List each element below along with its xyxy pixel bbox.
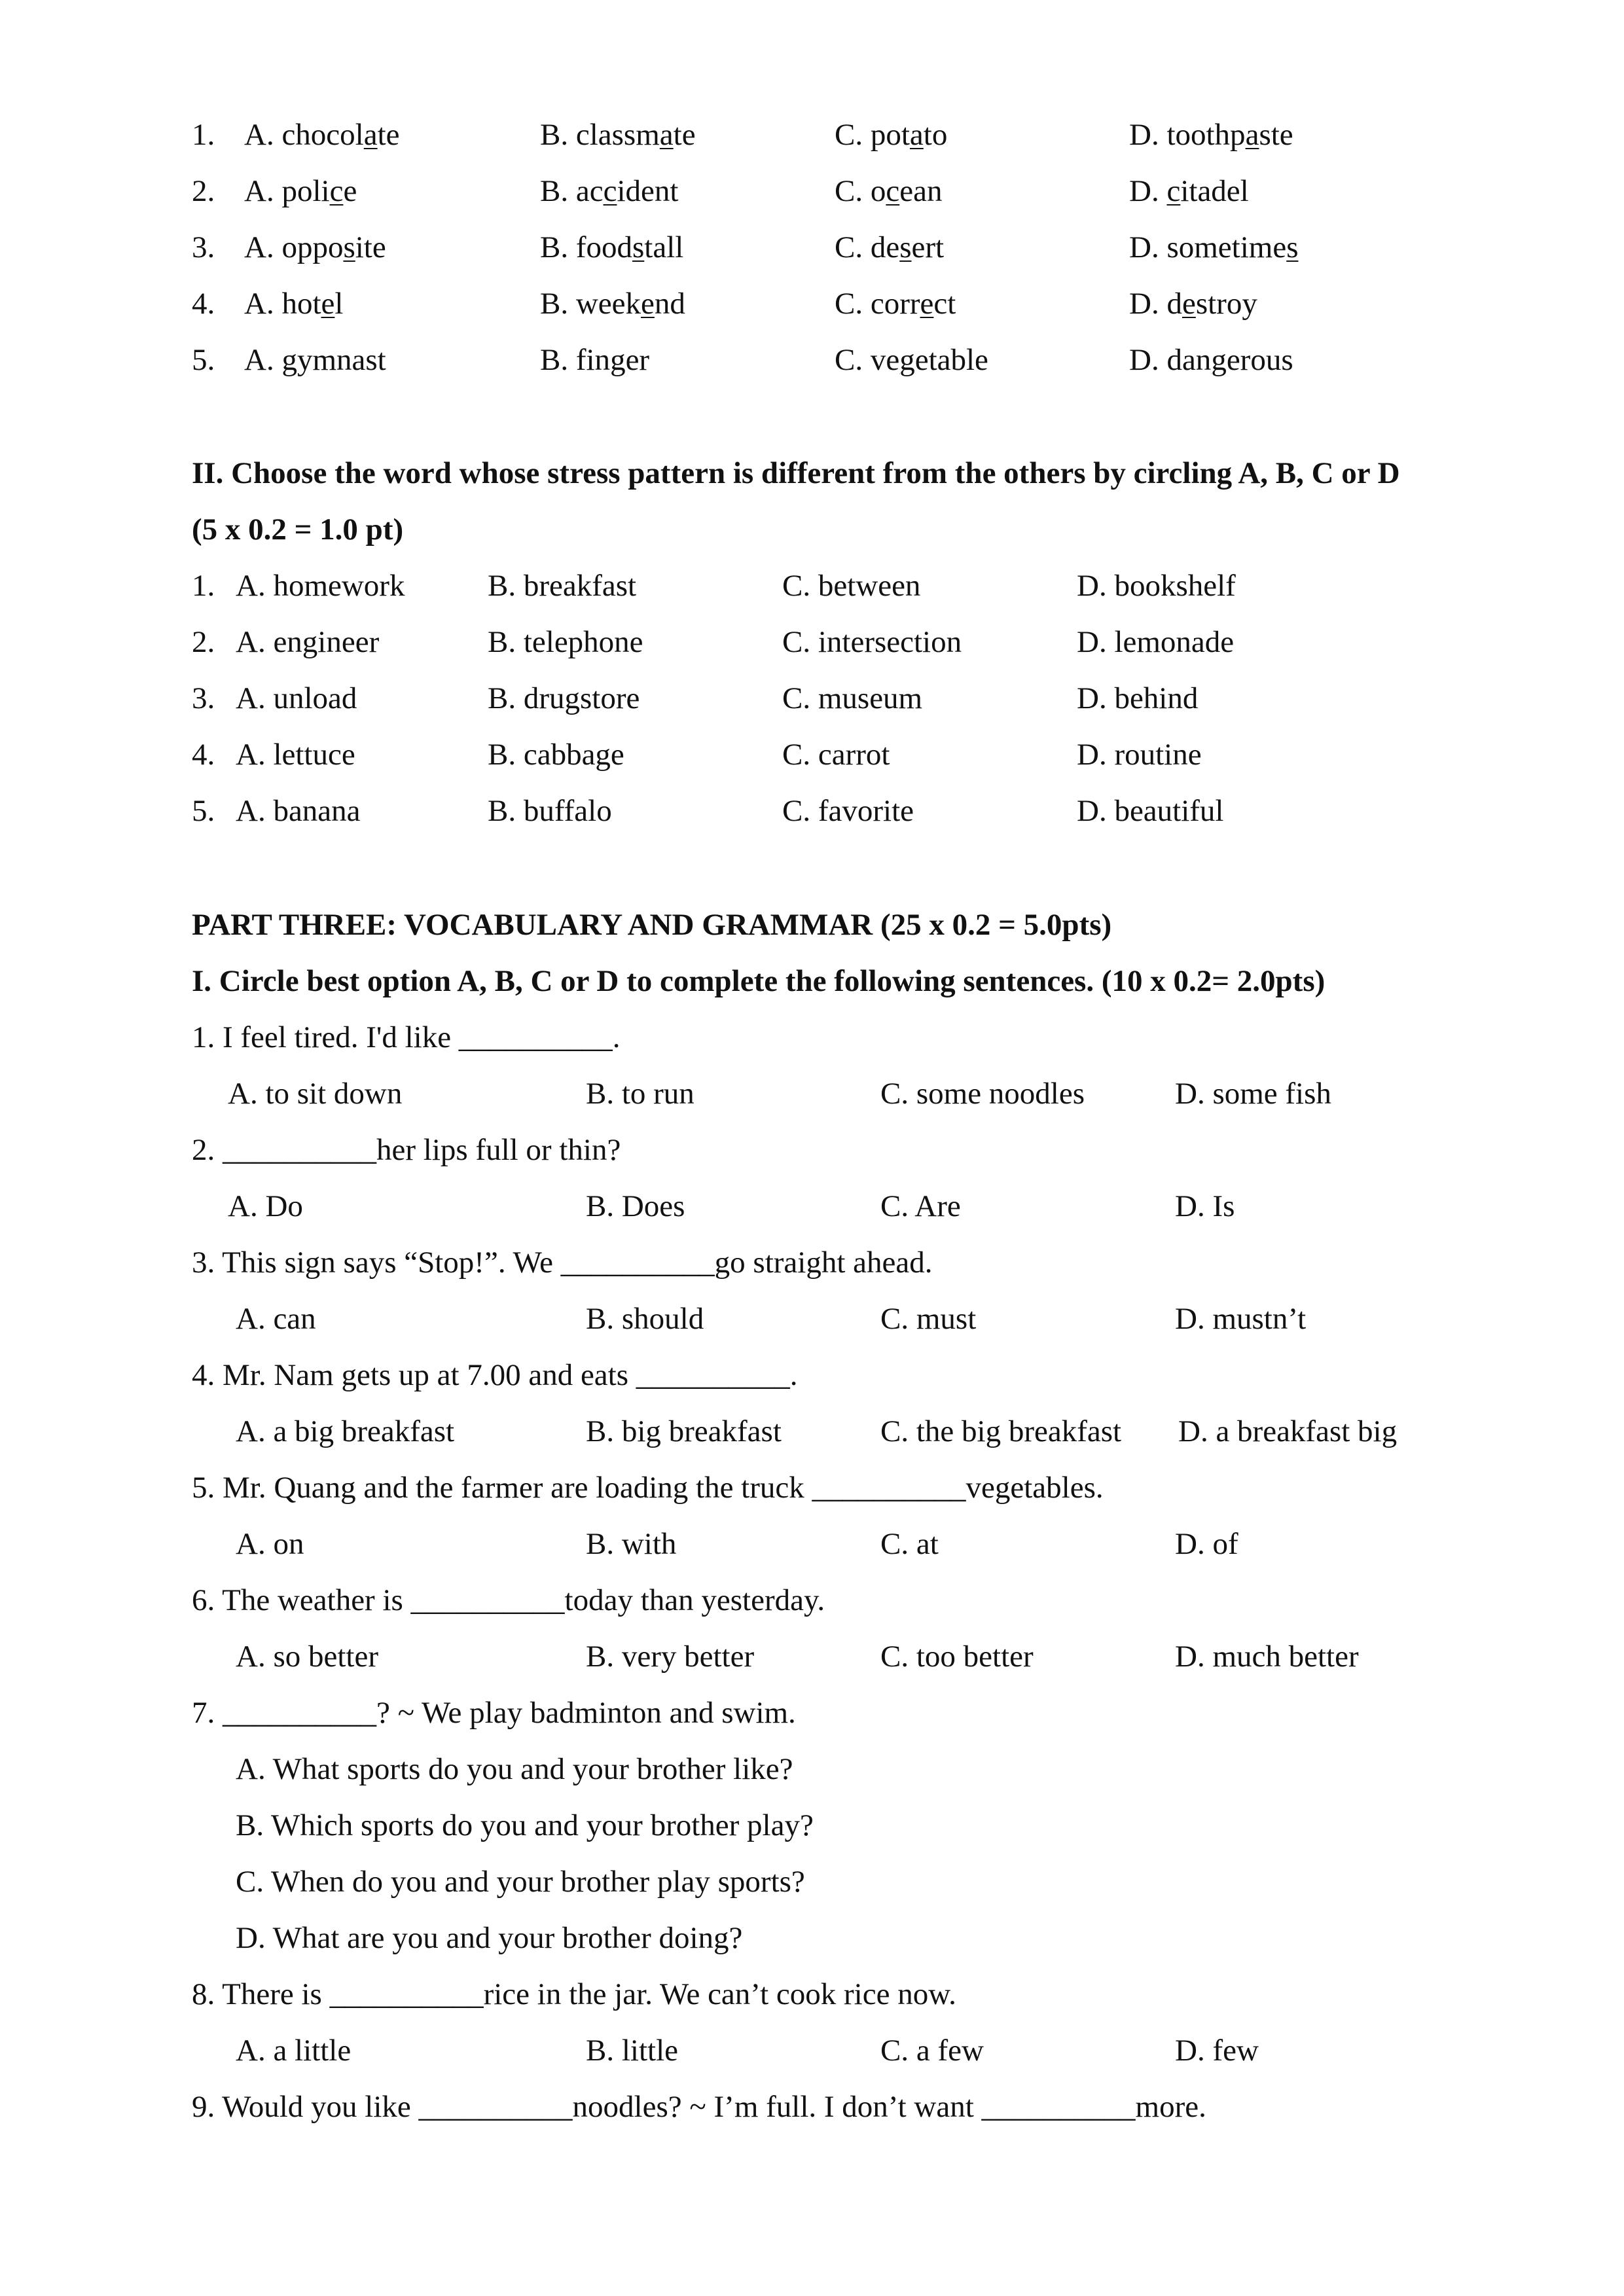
option-b[interactable]: B. breakfast [488, 569, 637, 603]
option-a[interactable]: A. opposite [244, 230, 386, 264]
option-b[interactable]: B. very better [586, 1640, 755, 1674]
option-a[interactable]: A. lettuce [236, 738, 355, 772]
option-a[interactable]: A. homework [236, 569, 405, 603]
option-d[interactable]: D. destroy [1129, 287, 1257, 321]
option-c[interactable]: C. between [782, 569, 921, 603]
option-a[interactable]: A. unload [236, 681, 357, 715]
option-a[interactable]: A. on [236, 1527, 304, 1561]
option-a[interactable]: A. a big breakfast [236, 1414, 455, 1448]
question-4: 4. Mr. Nam gets up at 7.00 and eats __________. [192, 1358, 798, 1392]
option-d[interactable]: D. of [1175, 1527, 1238, 1561]
option-d[interactable]: D. lemonade [1077, 625, 1235, 659]
option-d[interactable]: D. dangerous [1129, 343, 1293, 377]
question-9: 9. Would you like __________noodles? ~ I’m full. I don’t want __________more. [192, 2090, 1206, 2124]
option-a[interactable]: A. police [244, 174, 357, 208]
option-c[interactable]: C. at [880, 1527, 939, 1561]
item-number: 1. [192, 118, 215, 152]
option-a[interactable]: A. banana [236, 794, 361, 828]
item-number: 4. [192, 738, 215, 772]
option-a[interactable]: A. can [236, 1302, 316, 1336]
option-a[interactable]: A. engineer [236, 625, 380, 659]
section2-heading: II. Choose the word whose stress pattern is different from the others by circling A, B, C or D [192, 456, 1400, 490]
option-b[interactable]: B. with [586, 1527, 677, 1561]
question-6: 6. The weather is __________today than yesterday. [192, 1583, 825, 1617]
option-d[interactable]: D. Is [1175, 1189, 1235, 1223]
question-1: 1. I feel tired. I'd like __________. [192, 1020, 621, 1054]
option-c[interactable]: C. favorite [782, 794, 914, 828]
option-b[interactable]: B. to run [586, 1077, 695, 1111]
item-number: 1. [192, 569, 215, 603]
option-c[interactable]: C. ocean [835, 174, 943, 208]
option-b[interactable]: B. little [586, 2034, 678, 2068]
option-b[interactable]: B. finger [540, 343, 650, 377]
item-number: 3. [192, 230, 215, 264]
item-number: 2. [192, 174, 215, 208]
option-c[interactable]: C. correct [835, 287, 956, 321]
option-c[interactable]: C. the big breakfast [880, 1414, 1122, 1448]
option-b[interactable]: B. classmate [540, 118, 696, 152]
option-a[interactable]: A. What sports do you and your brother like? [236, 1752, 793, 1786]
item-number: 5. [192, 794, 215, 828]
option-a[interactable]: A. Do [228, 1189, 303, 1223]
item-number: 3. [192, 681, 215, 715]
option-b[interactable]: B. Which sports do you and your brother play? [236, 1808, 814, 1842]
option-b[interactable]: B. drugstore [488, 681, 640, 715]
option-b[interactable]: B. accident [540, 174, 679, 208]
item-number: 4. [192, 287, 215, 321]
question-3: 3. This sign says “Stop!”. We __________go straight ahead. [192, 1246, 933, 1280]
option-d[interactable]: D. beautiful [1077, 794, 1224, 828]
option-a[interactable]: A. so better [236, 1640, 378, 1674]
option-b[interactable]: B. should [586, 1302, 704, 1336]
option-b[interactable]: B. Does [586, 1189, 685, 1223]
option-c[interactable]: C. carrot [782, 738, 890, 772]
option-c[interactable]: C. desert [835, 230, 945, 264]
option-c[interactable]: C. museum [782, 681, 923, 715]
option-b[interactable]: B. foodstall [540, 230, 684, 264]
option-c[interactable]: C. Are [880, 1189, 961, 1223]
question-8: 8. There is __________rice in the jar. We can’t cook rice now. [192, 1977, 956, 2011]
option-c[interactable]: C. When do you and your brother play sports? [236, 1865, 805, 1899]
option-b[interactable]: B. weekend [540, 287, 685, 321]
option-d[interactable]: D. What are you and your brother doing? [236, 1921, 743, 1955]
option-d[interactable]: D. behind [1077, 681, 1199, 715]
option-c[interactable]: C. vegetable [835, 343, 988, 377]
option-b[interactable]: B. cabbage [488, 738, 624, 772]
option-d[interactable]: D. mustn’t [1175, 1302, 1307, 1336]
option-c[interactable]: C. intersection [782, 625, 962, 659]
option-d[interactable]: D. few [1175, 2034, 1259, 2068]
option-d[interactable]: D. some fish [1175, 1077, 1331, 1111]
option-d[interactable]: D. toothpaste [1129, 118, 1293, 152]
option-a[interactable]: A. hotel [244, 287, 344, 321]
option-b[interactable]: B. big breakfast [586, 1414, 782, 1448]
option-a[interactable]: A. to sit down [228, 1077, 403, 1111]
part3-title: PART THREE: VOCABULARY AND GRAMMAR (25 x 0.2 = 5.0pts) [192, 908, 1112, 942]
option-c[interactable]: C. some noodles [880, 1077, 1085, 1111]
option-c[interactable]: C. a few [880, 2034, 984, 2068]
part3-instruction: I. Circle best option A, B, C or D to complete the following sentences. (10 x 0.2= 2.0pts) [192, 964, 1326, 998]
option-a[interactable]: A. chocolate [244, 118, 400, 152]
option-d[interactable]: D. routine [1077, 738, 1202, 772]
option-a[interactable]: A. gymnast [244, 343, 386, 377]
option-d[interactable]: D. a breakfast big [1178, 1414, 1398, 1448]
option-b[interactable]: B. telephone [488, 625, 643, 659]
question-2: 2. __________her lips full or thin? [192, 1133, 621, 1167]
item-number: 2. [192, 625, 215, 659]
option-d[interactable]: D. much better [1175, 1640, 1359, 1674]
question-5: 5. Mr. Quang and the farmer are loading the truck __________vegetables. [192, 1471, 1104, 1505]
option-d[interactable]: D. sometimes [1129, 230, 1299, 264]
question-7: 7. __________? ~ We play badminton and swim. [192, 1696, 796, 1730]
option-c[interactable]: C. potato [835, 118, 948, 152]
option-d[interactable]: D. citadel [1129, 174, 1249, 208]
option-a[interactable]: A. a little [236, 2034, 352, 2068]
option-b[interactable]: B. buffalo [488, 794, 612, 828]
option-c[interactable]: C. too better [880, 1640, 1034, 1674]
item-number: 5. [192, 343, 215, 377]
section2-heading-points: (5 x 0.2 = 1.0 pt) [192, 512, 404, 547]
option-d[interactable]: D. bookshelf [1077, 569, 1236, 603]
option-c[interactable]: C. must [880, 1302, 977, 1336]
